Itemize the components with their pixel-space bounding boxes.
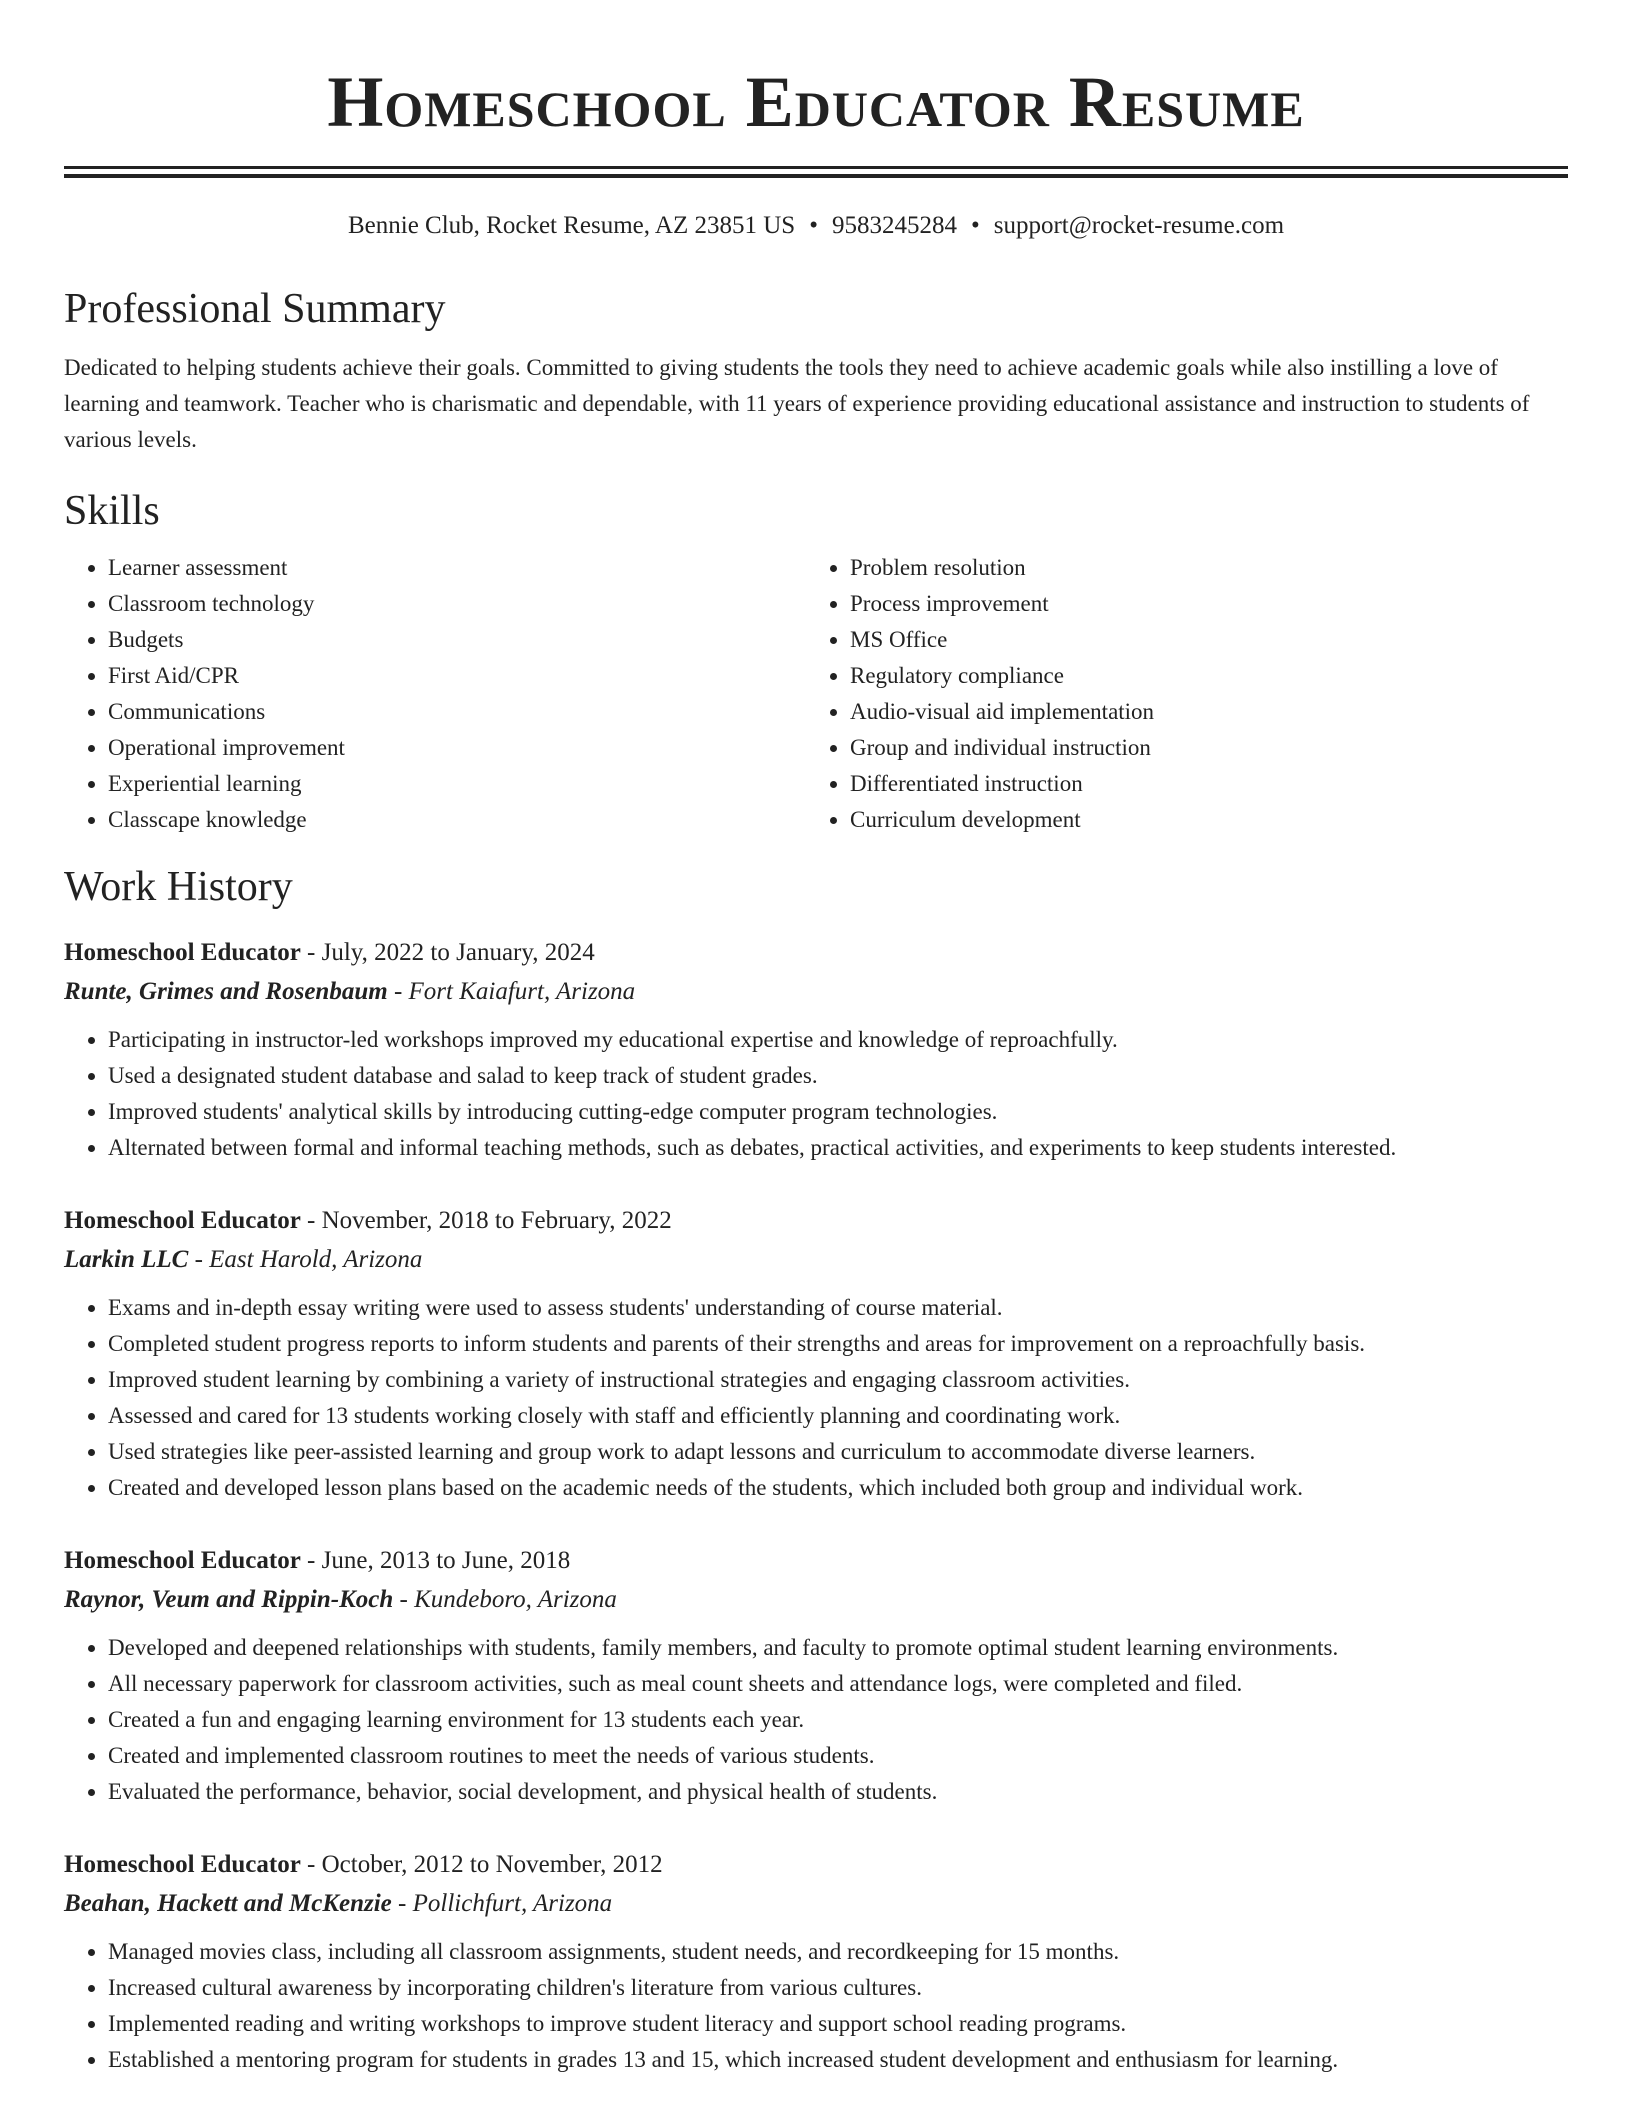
job-dates: October, 2012 to November, 2012: [321, 1851, 663, 1878]
job-title: Homeschool Educator: [64, 1851, 301, 1878]
job-location: Kundeboro, Arizona: [414, 1586, 617, 1613]
work-history-heading: Work History: [64, 864, 293, 910]
job-location: Pollichfurt, Arizona: [412, 1890, 613, 1917]
job-bullets: [64, 1022, 1568, 1166]
list-item: • Developed and deepened relationships with students, family members, and faculty to promote optimal student learning environments.: [108, 1630, 1568, 1666]
skill-item: • Budgets: [108, 622, 806, 658]
job-dates: July, 2022 to January, 2024: [321, 939, 595, 966]
skill-item: • MS Office: [850, 622, 1548, 658]
list-item: • Participating in instructor-led workshops improved my educational expertise and knowledge of reproachfully.: [108, 1022, 1568, 1058]
skills-list: [64, 550, 1568, 838]
skill-item: • Curriculum development: [850, 802, 1548, 838]
job-company-line: Beahan, Hackett and McKenzie - Pollichfurt, Arizona: [64, 1890, 613, 1917]
list-item: • Increased cultural awareness by incorporating children's literature from various cultures.: [108, 1970, 1568, 2006]
job-company: Raynor, Veum and Rippin-Koch: [64, 1586, 394, 1613]
job-company: Larkin LLC: [64, 1246, 189, 1273]
job-title: Homeschool Educator: [64, 939, 301, 966]
job-company-line: Runte, Grimes and Rosenbaum - Fort Kaiafurt, Arizona: [64, 978, 636, 1005]
resume-title: Homeschool Educator Resume: [327, 62, 1305, 142]
contact-phone: 9583245284: [831, 212, 957, 239]
job-location: Fort Kaiafurt, Arizona: [408, 978, 636, 1005]
job-title-line: Homeschool Educator - July, 2022 to January, 2024: [64, 939, 595, 966]
list-item: • Established a mentoring program for students in grades 13 and 15, which increased student development and enthusiasm for learning.: [108, 2042, 1568, 2078]
skills-column-right: [806, 550, 1548, 838]
skill-item: • Differentiated instruction: [850, 766, 1548, 802]
list-item: • Improved students' analytical skills by introducing cutting-edge computer program technologies.: [108, 1094, 1568, 1130]
skills-column-left: [64, 550, 806, 838]
list-item: • Implemented reading and writing workshops to improve student literacy and support school reading programs.: [108, 2006, 1568, 2042]
list-item: • Completed student progress reports to inform students and parents of their strengths and areas for improvement on a reproachfully basis.: [108, 1326, 1568, 1362]
skill-item: • First Aid/CPR: [108, 658, 806, 694]
list-item: • All necessary paperwork for classroom activities, such as meal count sheets and attendance logs, were completed and filed.: [108, 1666, 1568, 1702]
skills-heading: Skills: [64, 488, 160, 534]
job-title: Homeschool Educator: [64, 1547, 301, 1574]
list-item: • Alternated between formal and informal teaching methods, such as debates, practical activities, and experiments to keep students interested.: [108, 1130, 1568, 1166]
skill-item: • Classroom technology: [108, 586, 806, 622]
skill-item: • Operational improvement: [108, 730, 806, 766]
skill-item: • Process improvement: [850, 586, 1548, 622]
summary-text: Dedicated to helping students achieve their goals. Committed to giving students the tools they need to achieve academic goals while also instilling a love of learning and teamwork. Teacher who is charismatic and dependable, with 11 years of experience providing educational assistance and instruction to students of various levels.: [64, 355, 1530, 452]
list-item: • Used strategies like peer-assisted learning and group work to adapt lessons and curriculum to accommodate diverse learners.: [108, 1434, 1568, 1470]
list-item: • Assessed and cared for 13 students working closely with staff and efficiently planning and coordinating work.: [108, 1398, 1568, 1434]
job-title: Homeschool Educator: [64, 1207, 301, 1234]
job-entry: [64, 1202, 1568, 1506]
job-company-line: Larkin LLC - East Harold, Arizona: [64, 1246, 423, 1273]
job-entry: [64, 1846, 1568, 2078]
list-item: • Evaluated the performance, behavior, social development, and physical health of students.: [108, 1774, 1568, 1810]
skill-item: • Classcape knowledge: [108, 802, 806, 838]
list-item: • Created and developed lesson plans based on the academic needs of the students, which included both group and individual work.: [108, 1470, 1568, 1506]
job-location: East Harold, Arizona: [209, 1246, 423, 1273]
resume-page: [64, 0, 1568, 2078]
title-divider: [64, 166, 1568, 178]
skill-item: • Audio-visual aid implementation: [850, 694, 1548, 730]
job-bullets: [64, 1290, 1568, 1506]
skill-item: • Group and individual instruction: [850, 730, 1548, 766]
skill-item: • Communications: [108, 694, 806, 730]
list-item: • Managed movies class, including all classroom assignments, student needs, and recordkeeping for 15 months.: [108, 1934, 1568, 1970]
job-entry: [64, 934, 1568, 1166]
list-item: • Improved student learning by combining a variety of instructional strategies and engaging classroom activities.: [108, 1362, 1568, 1398]
contact-separator: •: [809, 212, 818, 239]
job-bullets: [64, 1934, 1568, 2078]
contact-email: support@rocket-resume.com: [993, 212, 1285, 239]
job-title-line: Homeschool Educator - October, 2012 to November, 2012: [64, 1851, 663, 1878]
job-title-line: Homeschool Educator - June, 2013 to June, 2018: [64, 1547, 571, 1574]
contact-line: [64, 210, 1568, 242]
contact-separator: •: [970, 212, 980, 239]
skill-item: • Problem resolution: [850, 550, 1548, 586]
list-item: • Created a fun and engaging learning environment for 13 students each year.: [108, 1702, 1568, 1738]
skill-item: • Learner assessment: [108, 550, 806, 586]
job-company: Beahan, Hackett and McKenzie: [64, 1890, 392, 1917]
list-item: • Created and implemented classroom routines to meet the needs of various students.: [108, 1738, 1568, 1774]
job-bullets: [64, 1630, 1568, 1810]
job-company: Runte, Grimes and Rosenbaum: [64, 978, 388, 1005]
contact-address: Bennie Club, Rocket Resume, AZ 23851 US: [347, 212, 796, 239]
job-title-line: Homeschool Educator - November, 2018 to February, 2022: [64, 1207, 672, 1234]
skill-item: • Experiential learning: [108, 766, 806, 802]
job-company-line: Raynor, Veum and Rippin-Koch - Kundeboro, Arizona: [64, 1586, 617, 1613]
list-item: • Exams and in-depth essay writing were used to assess students' understanding of course material.: [108, 1290, 1568, 1326]
summary-heading: Professional Summary: [64, 286, 446, 332]
job-entry: [64, 1542, 1568, 1810]
list-item: • Used a designated student database and salad to keep track of student grades.: [108, 1058, 1568, 1094]
job-dates: June, 2013 to June, 2018: [321, 1547, 571, 1574]
job-dates: November, 2018 to February, 2022: [321, 1207, 672, 1234]
skill-item: • Regulatory compliance: [850, 658, 1548, 694]
